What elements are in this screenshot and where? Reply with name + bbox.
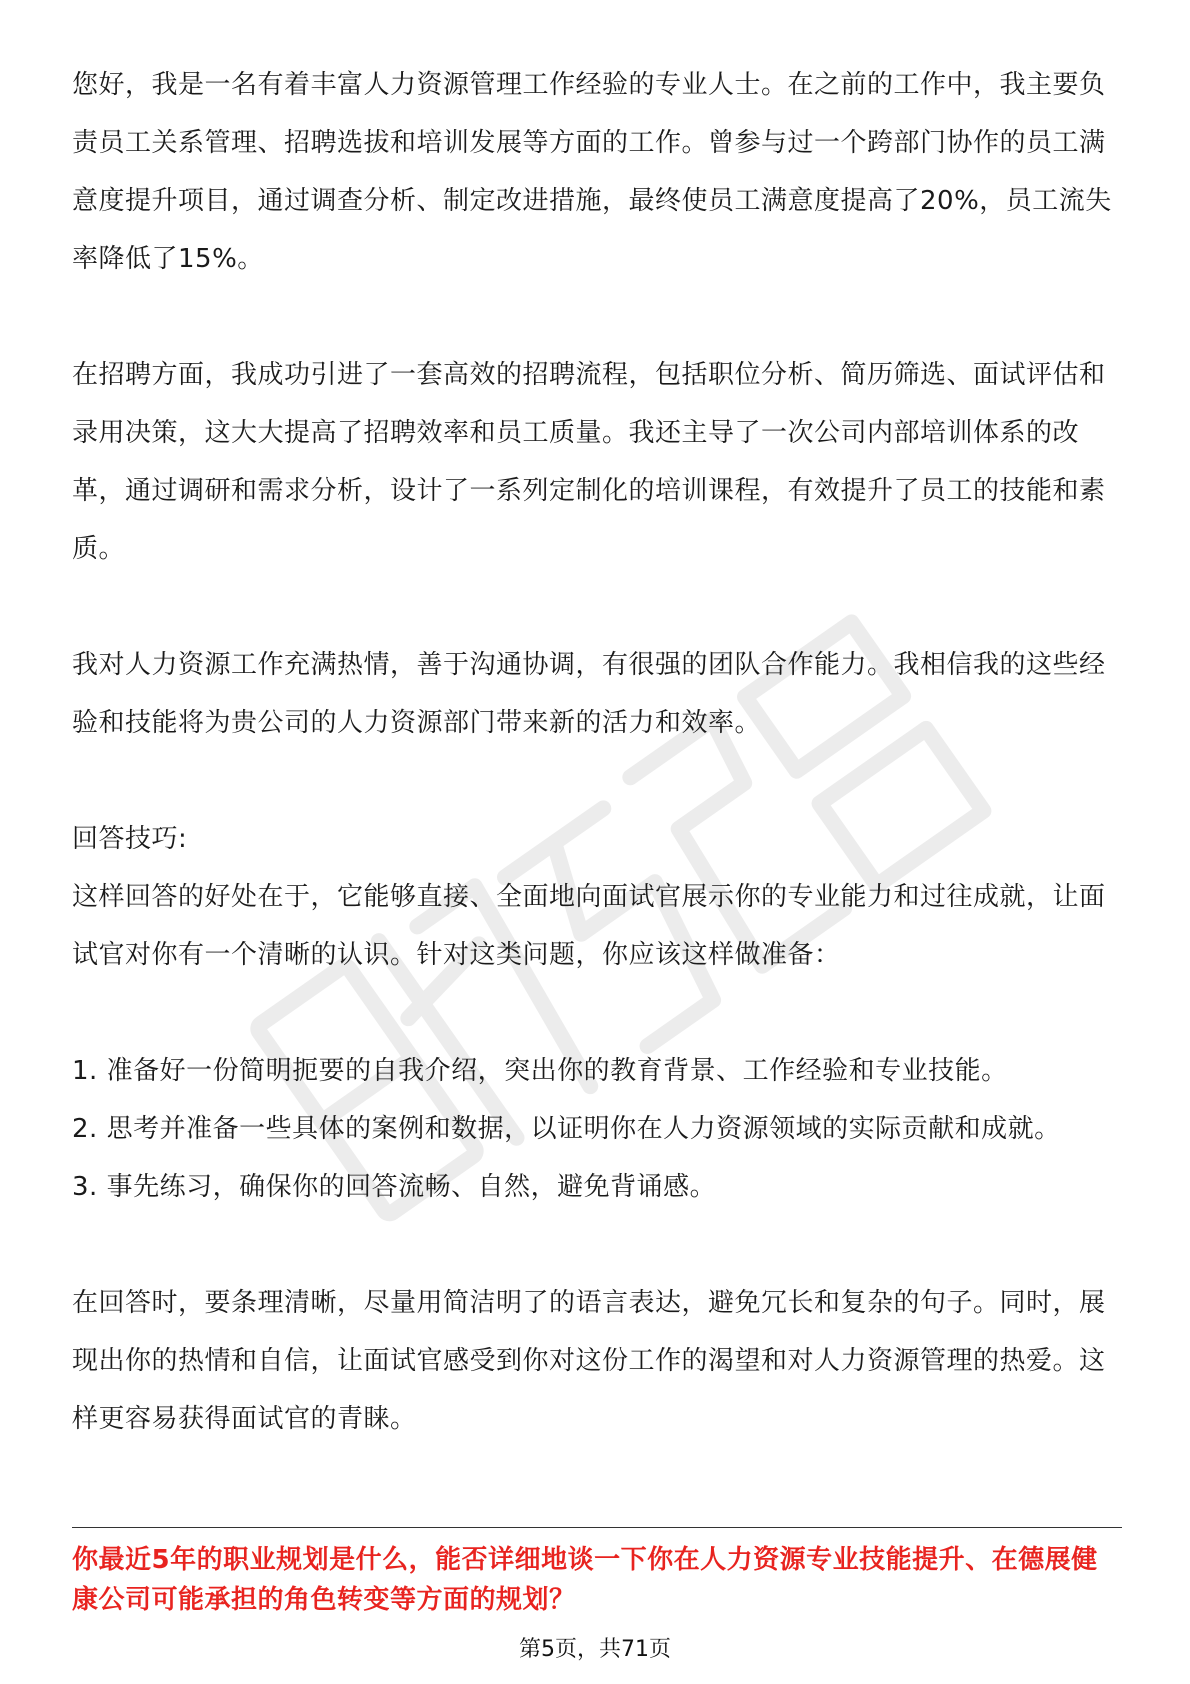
next-question-heading: 你最近5年的职业规划是什么，能否详细地谈一下你在人力资源专业技能提升、在德展健康公司可能承担的角色转变等方面的规划？ — [72, 1545, 1098, 1615]
section-divider — [72, 1527, 1122, 1528]
tips-heading: 回答技巧: — [72, 824, 188, 854]
list-item: 3. 事先练习，确保你的回答流畅、自然，避免背诵感。 — [72, 1172, 717, 1202]
paragraph-passion: 我对人力资源工作充满热情，善于沟通协调，有很强的团队合作能力。我相信我的这些经验和技能将为贵公司的人力资源部门带来新的活力和效率。 — [72, 650, 1106, 738]
list-item: 2. 思考并准备一些具体的案例和数据，以证明你在人力资源领域的实际贡献和成就。 — [72, 1114, 1061, 1144]
list-item: 1. 准备好一份简明扼要的自我介绍，突出你的教育背景、工作经验和专业技能。 — [72, 1056, 1008, 1086]
paragraph-intro: 您好，我是一名有着丰富人力资源管理工作经验的专业人士。在之前的工作中，我主要负责员工关系管理、招聘选拔和培训发展等方面的工作。曾参与过一个跨部门协作的员工满意度提升项目，通过调查分析、制定改进措施，最终使员工满意度提高了20%，员工流失率降低了15%。 — [72, 70, 1112, 274]
answer-body — [72, 56, 1122, 1448]
paragraph-closing: 在回答时，要条理清晰，尽量用简洁明了的语言表达，避免冗长和复杂的句子。同时，展现出你的热情和自信，让面试官感受到你对这份工作的渴望和对人力资源管理的热爱。这样更容易获得面试官的青睐。 — [72, 1288, 1106, 1434]
paragraph-tips: 这样回答的好处在于，它能够直接、全面地向面试官展示你的专业能力和过往成就，让面试官对你有一个清晰的认识。针对这类问题，你应该这样做准备： — [72, 882, 1106, 970]
paragraph-recruitment: 在招聘方面，我成功引进了一套高效的招聘流程，包括职位分析、简历筛选、面试评估和录用决策，这大大提高了招聘效率和员工质量。我还主导了一次公司内部培训体系的改革，通过调研和需求分析，设计了一系列定制化的培训课程，有效提升了员工的技能和素质。 — [72, 360, 1106, 564]
page-number: 第5页，共71页 — [519, 1637, 671, 1662]
